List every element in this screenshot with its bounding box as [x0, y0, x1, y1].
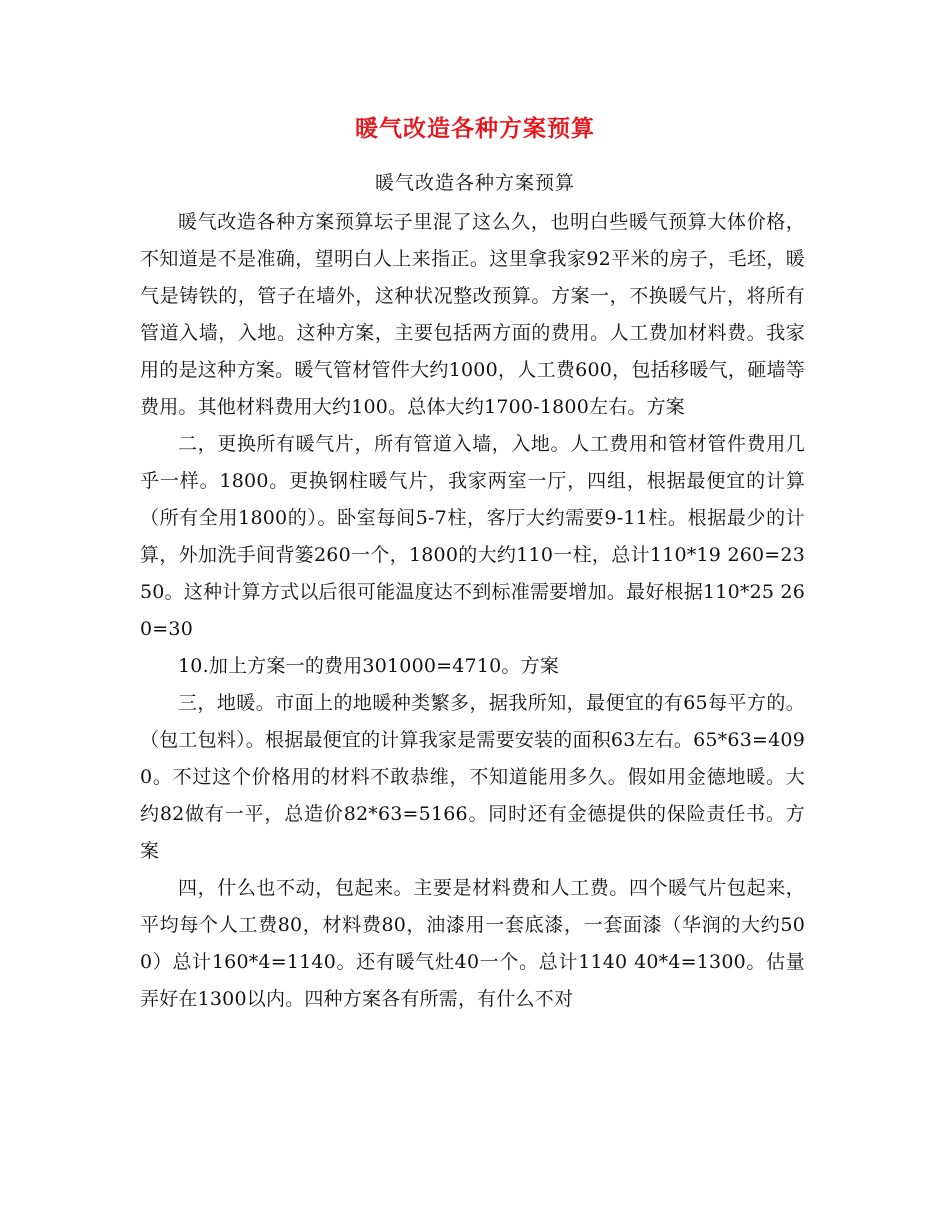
paragraph-plan-three: 三，地暖。市面上的地暖种类繁多，据我所知，最便宜的有65每平方的。（包工包料）。根据最便宜的计算我家是需要安装的面积63左右。65*63=4090。不过这个价格用的材料不敢恭维，不知道能用多久。假如用金德地暖。大约82做有一平，总造价82*63=5166。同时还有金德提供的保险责任书。方案 [140, 692, 805, 862]
paragraph-plan-one: 暖气改造各种方案预算坛子里混了这么久，也明白些暖气预算大体价格，不知道是不是准确，望明白人上来指正。这里拿我家92平米的房子，毛坯，暖气是铸铁的，管子在墙外，这种状况整改预算。方案一，不换暖气片，将所有管道入墙，入地。这种方案，主要包括两方面的费用。人工费加材料费。我家用的是这种方案。暖气管材管件大约1000，人工费600，包括移暖气，砸墙等费用。其他材料费用大约100。总体大约1700-1800左右。方案 [140, 211, 805, 418]
document-subtitle: 暖气改造各种方案预算 [374, 172, 575, 194]
document-body [140, 204, 805, 1018]
paragraph-plan-four: 四，什么也不动，包起来。主要是材料费和人工费。四个暖气片包起来，平均每个人工费80，材料费80，油漆用一套底漆，一套面漆（华润的大约500）总计160*4=1140。还有暖气灶40一个。总计1140 40*4=1300。估量弄好在1300以内。四种方案各有所需，有什么不对 [140, 877, 805, 1010]
document-title: 暖气改造各种方案预算 [355, 115, 595, 142]
paragraph-plan-two: 二，更换所有暖气片，所有管道入墙，入地。人工费用和管材管件费用几乎一样。1800。更换钢柱暖气片，我家两室一厅，四组，根据最便宜的计算（所有全用1800的）。卧室每间5-7柱，客厅大约需要9-11柱。根据最少的计算，外加洗手间背篓260一个，1800的大约110一柱，总计110*19 260=2350。这种计算方式以后很可能温度达不到标准需要增加。最好根据110*25 260=30 [140, 433, 805, 640]
paragraph-plan-two-continued: 10.加上方案一的费用301000=4710。方案 [178, 655, 560, 677]
